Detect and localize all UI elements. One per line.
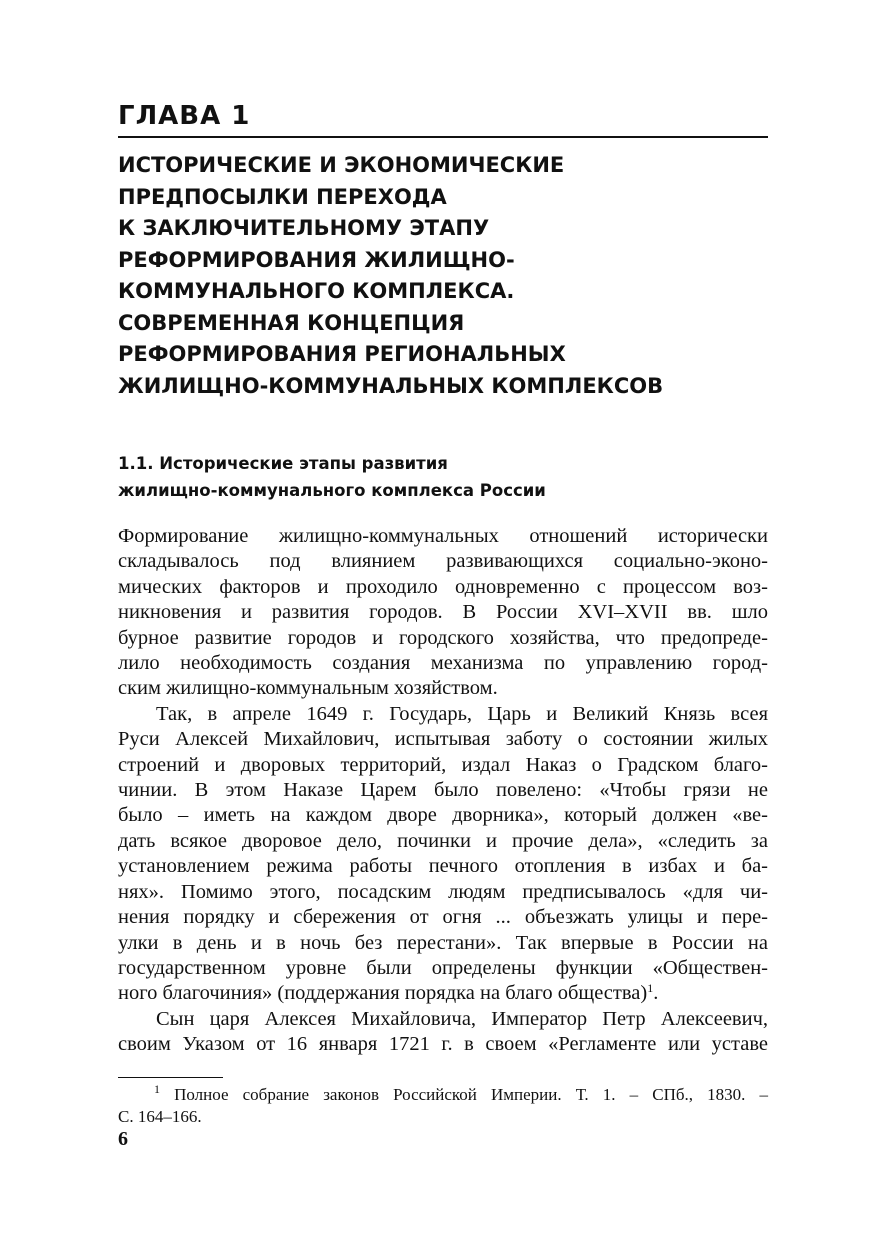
paragraph-1 <box>118 524 768 702</box>
text-line: установлением режима работы печного отопления в избах и ба- <box>118 855 768 878</box>
footnote-number: 1 <box>154 1081 160 1096</box>
sentence-end: . <box>653 982 659 1005</box>
text-line: Сын царя Алексея Михайловича, Император Петр Алексеевич, <box>156 1007 768 1030</box>
text-line <box>118 981 768 1006</box>
page-content <box>118 100 768 1128</box>
paragraph-2 <box>118 702 768 1007</box>
footnote-divider <box>118 1077 223 1078</box>
chapter-title-line: СОВРЕМЕННАЯ КОНЦЕПЦИЯ <box>118 310 465 335</box>
chapter-title-line: ЖИЛИЩНО-КОММУНАЛЬНЫХ КОМПЛЕКСОВ <box>118 373 664 398</box>
chapter-title-line: КОММУНАЛЬНОГО КОМПЛЕКСА. <box>118 279 515 303</box>
chapter-title-line: ПРЕДПОСЫЛКИ ПЕРЕХОДА <box>118 184 447 209</box>
chapter-title-line: К ЗАКЛЮЧИТЕЛЬНОМУ ЭТАПУ <box>118 216 490 240</box>
text-line: было – иметь на каждом дворе дворника», который должен «ве- <box>118 804 768 827</box>
chapter-title-line: РЕФОРМИРОВАНИЯ ЖИЛИЩНО- <box>118 247 515 272</box>
text-line: государственном уровне были определены функции «Обществен- <box>118 956 768 979</box>
body-text <box>118 524 768 1058</box>
text-line: дать всякое дворовое дело, починки и прочие дела», «следить за <box>118 829 768 852</box>
paragraph-3 <box>118 1007 768 1058</box>
text-line: нения порядку и сбережения от огня ... объезжать улицы и пере- <box>118 906 768 929</box>
page-number: 6 <box>118 1128 128 1150</box>
text-line: Так, в апреле 1649 г. Государь, Царь и Великий Князь всея <box>156 702 768 725</box>
text-line: бурное развитие городов и городского хозяйства, что предопреде- <box>118 626 768 649</box>
text-line: чинии. В этом Наказе Царем было повелено: «Чтобы грязи не <box>118 779 768 802</box>
text-line-content: ного благочиния» (поддержания порядка на благо общества) <box>118 982 648 1005</box>
section-heading-line: жилищно-коммунального комплекса России <box>118 481 546 500</box>
text-line: ским жилищно-коммунальным хозяйством. <box>118 677 498 700</box>
chapter-label: ГЛАВА 1 <box>118 100 768 138</box>
chapter-title-line: ИСТОРИЧЕСКИЕ И ЭКОНОМИЧЕСКИЕ <box>118 153 565 177</box>
section-heading <box>118 450 768 504</box>
text-line: складывалось под влиянием развивающихся социально-эконо- <box>118 550 768 573</box>
text-line: лило необходимость создания механизма по управлению город- <box>118 652 768 675</box>
text-line: Руси Алексей Михайлович, испытывая заботу о состоянии жилых <box>118 728 768 751</box>
chapter-title-line: РЕФОРМИРОВАНИЯ РЕГИОНАЛЬНЫХ <box>118 342 566 366</box>
footnote-reference[interactable]: 1 <box>647 981 654 996</box>
text-line: никновения и развития городов. В России XVI–XVII вв. шло <box>118 601 768 624</box>
text-line: Формирование жилищно-коммунальных отношений исторически <box>118 525 768 547</box>
section-heading-line: 1.1. Исторические этапы развития <box>118 454 448 473</box>
text-line: нях». Помимо этого, посадским людям предписывалось «для чи- <box>118 880 768 903</box>
footnote-text: Полное собрание законов Российской Империи. Т. 1. – СПб., 1830. – <box>174 1084 769 1104</box>
text-line: мических факторов и проходило одновременно с процессом воз- <box>118 575 768 598</box>
text-line: своим Указом от 16 января 1721 г. в своем «Регламенте или уставе <box>118 1033 768 1056</box>
footnote <box>118 1081 769 1128</box>
text-line: улки в день и в ночь без перестани». Так впервые в России на <box>118 931 768 954</box>
footnote-line: С. 164–166. <box>118 1106 202 1126</box>
chapter-title <box>118 150 768 402</box>
footnote-line <box>118 1081 769 1106</box>
text-line: строений и дворовых территорий, издал Наказ о Градском благо- <box>118 753 768 776</box>
